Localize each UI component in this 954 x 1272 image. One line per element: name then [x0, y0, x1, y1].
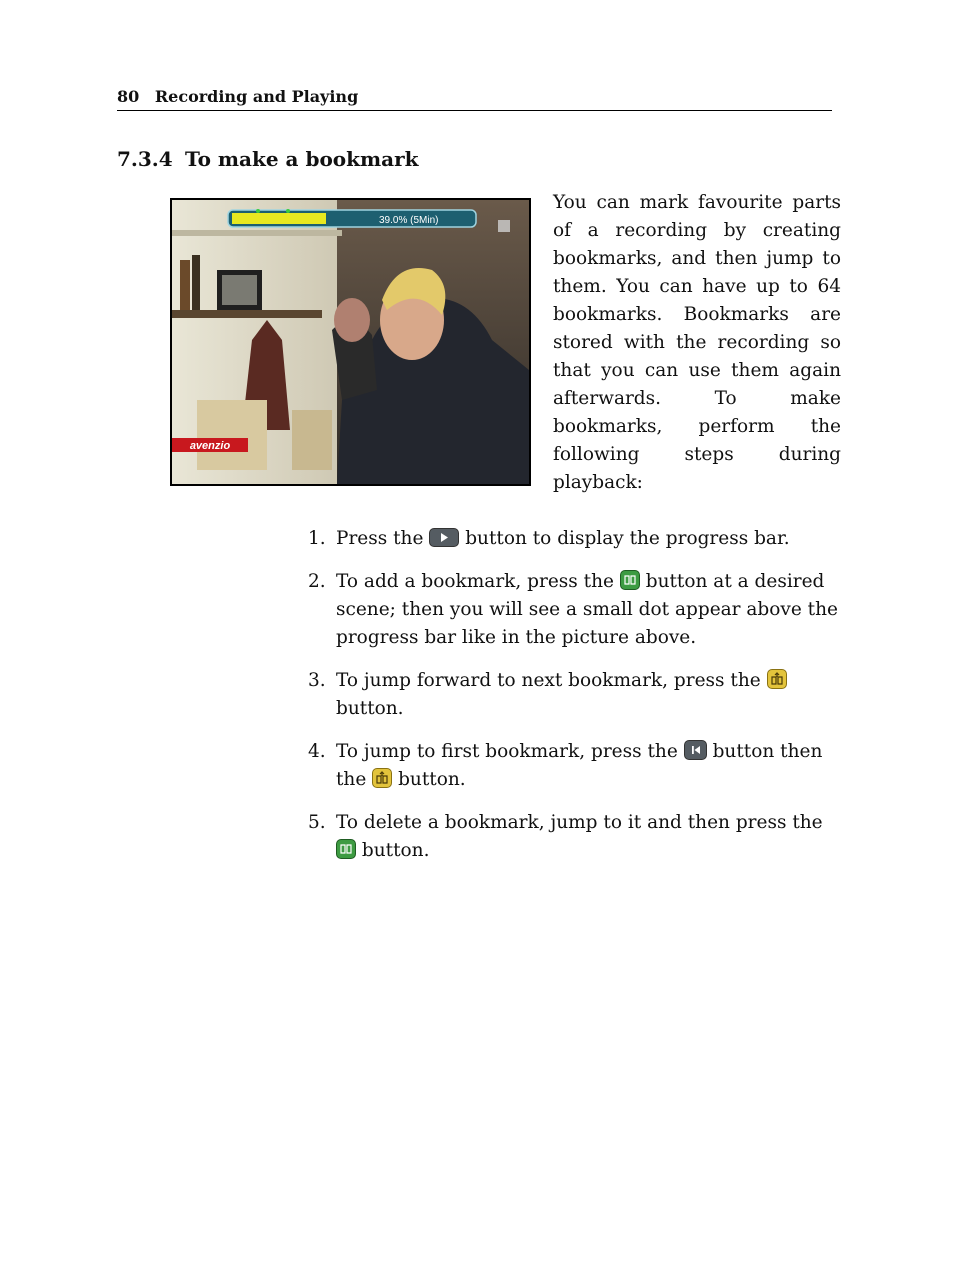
logo-text: avenzio — [189, 440, 231, 452]
tv-screenshot — [170, 198, 531, 486]
step-text: To jump forward to next bookmark, press the — [336, 670, 761, 691]
steps-list — [308, 525, 838, 880]
list-item — [308, 667, 838, 723]
page-number: 80 — [117, 87, 140, 106]
green-bookmark-button-icon — [620, 570, 640, 590]
screenshot-scene — [172, 200, 529, 484]
intro-paragraph: You can mark favourite parts of a recording by creating bookmarks, and then jump to them. You can have up to 64 bookmarks. Bookmarks are stored with the recording so that you can use them again afterwards. To make bookmarks, perform the following steps during playback: — [553, 192, 841, 493]
section-number: 7.3.4 — [117, 147, 173, 171]
step-number: 2. — [308, 571, 326, 592]
step-text: To delete a bookmark, jump to it and then press the — [336, 812, 823, 833]
progress-bar-fill — [232, 213, 326, 224]
chapter-title: Recording and Playing — [154, 87, 359, 106]
step-text: button then the — [336, 741, 823, 790]
list-item — [308, 738, 838, 794]
running-header — [117, 86, 832, 111]
bookmark-dot — [286, 209, 290, 213]
play-button-icon — [429, 528, 459, 547]
list-item — [308, 568, 838, 652]
step-number: 3. — [308, 670, 326, 691]
step-text: button to display the progress bar. — [465, 528, 790, 549]
step-text: button. — [398, 769, 466, 790]
step-number: 1. — [308, 528, 326, 549]
bookmark-dot — [256, 209, 260, 213]
list-item — [308, 809, 838, 865]
step-text: button at a desired scene; then you will see a small dot appear above the progress bar like in the picture above. — [336, 571, 838, 648]
step-text: To add a bookmark, press the — [336, 571, 614, 592]
step-text: To jump to first bookmark, press the — [336, 741, 678, 762]
step-number: 4. — [308, 741, 326, 762]
step-number: 5. — [308, 812, 326, 833]
section-title: To make a bookmark — [185, 147, 419, 171]
step-text: button. — [336, 698, 404, 719]
progress-text: 39.0% (5Min) — [379, 215, 439, 226]
list-item — [308, 525, 838, 553]
green-bookmark-button-icon — [336, 839, 356, 859]
yellow-bookmark-button-icon — [372, 768, 392, 788]
step-text: Press the — [336, 528, 424, 549]
skip-back-button-icon — [684, 740, 707, 760]
channel-logo — [498, 220, 510, 232]
step-text: button. — [361, 840, 430, 861]
yellow-bookmark-button-icon — [767, 669, 787, 689]
section-heading — [117, 145, 419, 173]
